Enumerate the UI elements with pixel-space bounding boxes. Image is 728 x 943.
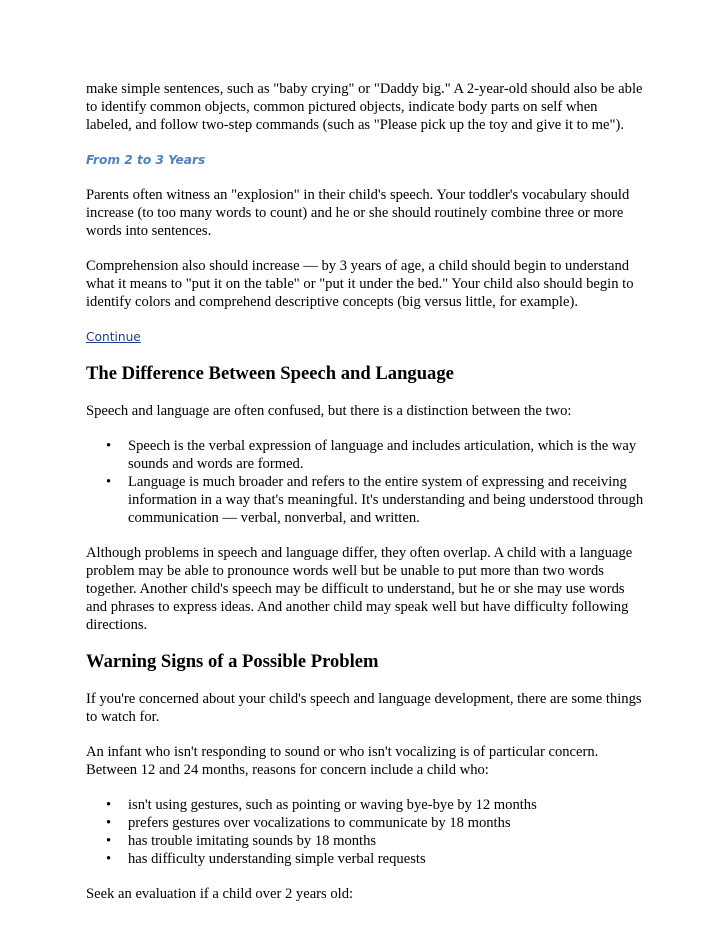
- paragraph-explosion: Parents often witness an "explosion" in their child's speech. Your toddler's vocabulary should increase (to too many words to count) and he or she should routinely combine three or more words into sentences.: [86, 187, 630, 239]
- heading-difference-speech-language: The Difference Between Speech and Language: [86, 363, 454, 384]
- list-item: • prefers gestures over vocalizations to communicate by 18 months: [86, 814, 646, 832]
- paragraph-infant-concern: An infant who isn't responding to sound or who isn't vocalizing is of particular concern. Between 12 and 24 months, reasons for concern include a child who:: [86, 744, 599, 778]
- warning-signs-list: [86, 796, 646, 868]
- heading-warning-signs: Warning Signs of a Possible Problem: [86, 651, 379, 672]
- document-page: [86, 80, 646, 903]
- list-item: • Language is much broader and refers to the entire system of expressing and receiving information in a way that's meaningful. It's understanding and being understood through communication — verbal, nonverbal, and written.: [86, 473, 646, 527]
- paragraph-concerned: If you're concerned about your child's speech and language development, there are some things to watch for.: [86, 691, 642, 725]
- paragraph-overlap: Although problems in speech and language differ, they often overlap. A child with a language problem may be able to pronounce words well but be unable to put more than two words together. Another child's speech may be difficult to understand, but he or she may use words and phrases to express ideas. And another child may speak well but have difficulty following directions.: [86, 545, 633, 633]
- list-item: • Speech is the verbal expression of language and includes articulation, which is the way sounds and words are formed.: [86, 437, 646, 473]
- paragraph-comprehension: Comprehension also should increase — by 3 years of age, a child should begin to understand what it means to "put it on the table" or "put it under the bed." Your child also should begin to identify colors and comprehend descriptive concepts (big versus little, for example).: [86, 258, 634, 310]
- list-item: • isn't using gestures, such as pointing or waving bye-bye by 12 months: [86, 796, 646, 814]
- paragraph-speech-language-intro: Speech and language are often confused, but there is a distinction between the two:: [86, 403, 572, 419]
- continue-link[interactable]: Continue: [86, 330, 141, 344]
- list-item: • has trouble imitating sounds by 18 months: [86, 832, 646, 850]
- intro-paragraph: make simple sentences, such as "baby crying" or "Daddy big." A 2-year-old should also be able to identify common objects, common pictured objects, indicate body parts on self when labeled, and follow two-step commands (such as "Please pick up the toy and give it to me").: [86, 81, 643, 133]
- paragraph-seek-evaluation: Seek an evaluation if a child over 2 years old:: [86, 886, 354, 902]
- section-heading-2-to-3-years: From 2 to 3 Years: [86, 153, 206, 167]
- list-item: • has difficulty understanding simple verbal requests: [86, 850, 646, 868]
- speech-language-list: [86, 437, 646, 527]
